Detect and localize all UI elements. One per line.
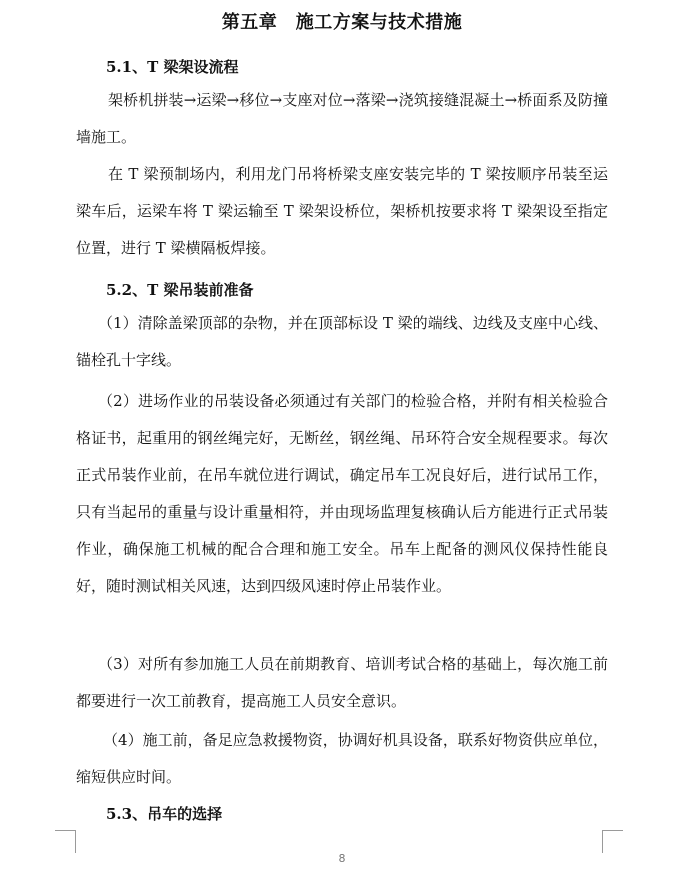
section-heading-5-2: 5.2、T 梁吊装前准备 — [106, 281, 254, 299]
crop-mark-left — [55, 830, 76, 853]
paragraph-prep-item-3: （3）对所有参加施工人员在前期教育、培训考试合格的基础上，每次施工前都要进行一次工前教育，提高施工人员安全意识。 — [76, 655, 608, 710]
paragraph-prep-item-2: （2）进场作业的吊装设备必须通过有关部门的检验合格，并附有相关检验合格证书，起重用的钢丝绳完好，无断丝，钢丝绳、吊环符合安全规程要求。每次正式吊装作业前，在吊车就位进行调试，确定吊车工况良好后，进行试吊工作，只有当起吊的重量与设计重量相符，并由现场监理复核确认后方能进行正式吊装作业，确保施工机械的配合合理和施工安全。吊车上配备的测风仪保持性能良好，随时测试相关风速，达到四级风速时停止吊装作业。 — [76, 392, 608, 595]
crop-mark-right — [602, 830, 623, 853]
paragraph-erection-process: 架桥机拼装→运梁→移位→支座对位→落梁→浇筑接缝混凝土→桥面系及防撞墙施工。 — [76, 91, 608, 146]
page-number: 8 — [338, 852, 346, 865]
paragraph-prep-item-4: （4）施工前，备足应急救援物资，协调好机具设备，联系好物资供应单位，缩短供应时间。 — [76, 731, 608, 786]
chapter-title: 第五章 施工方案与技术措施 — [221, 12, 463, 33]
section-heading-5-1: 5.1、T 梁架设流程 — [106, 58, 239, 76]
section-heading-5-3: 5.3、吊车的选择 — [106, 805, 223, 823]
paragraph-erection-description: 在 T 梁预制场内，利用龙门吊将桥梁支座安装完毕的 T 梁按顺序吊装至运梁车后，运梁车将 T 梁运输至 T 梁架设桥位，架桥机按要求将 T 梁架设至指定位置，进行 T 梁横隔板焊接。 — [76, 165, 608, 257]
paragraph-prep-item-1: （1）清除盖梁顶部的杂物，并在顶部标设 T 梁的端线、边线及支座中心线、锚栓孔十字线。 — [76, 314, 608, 369]
